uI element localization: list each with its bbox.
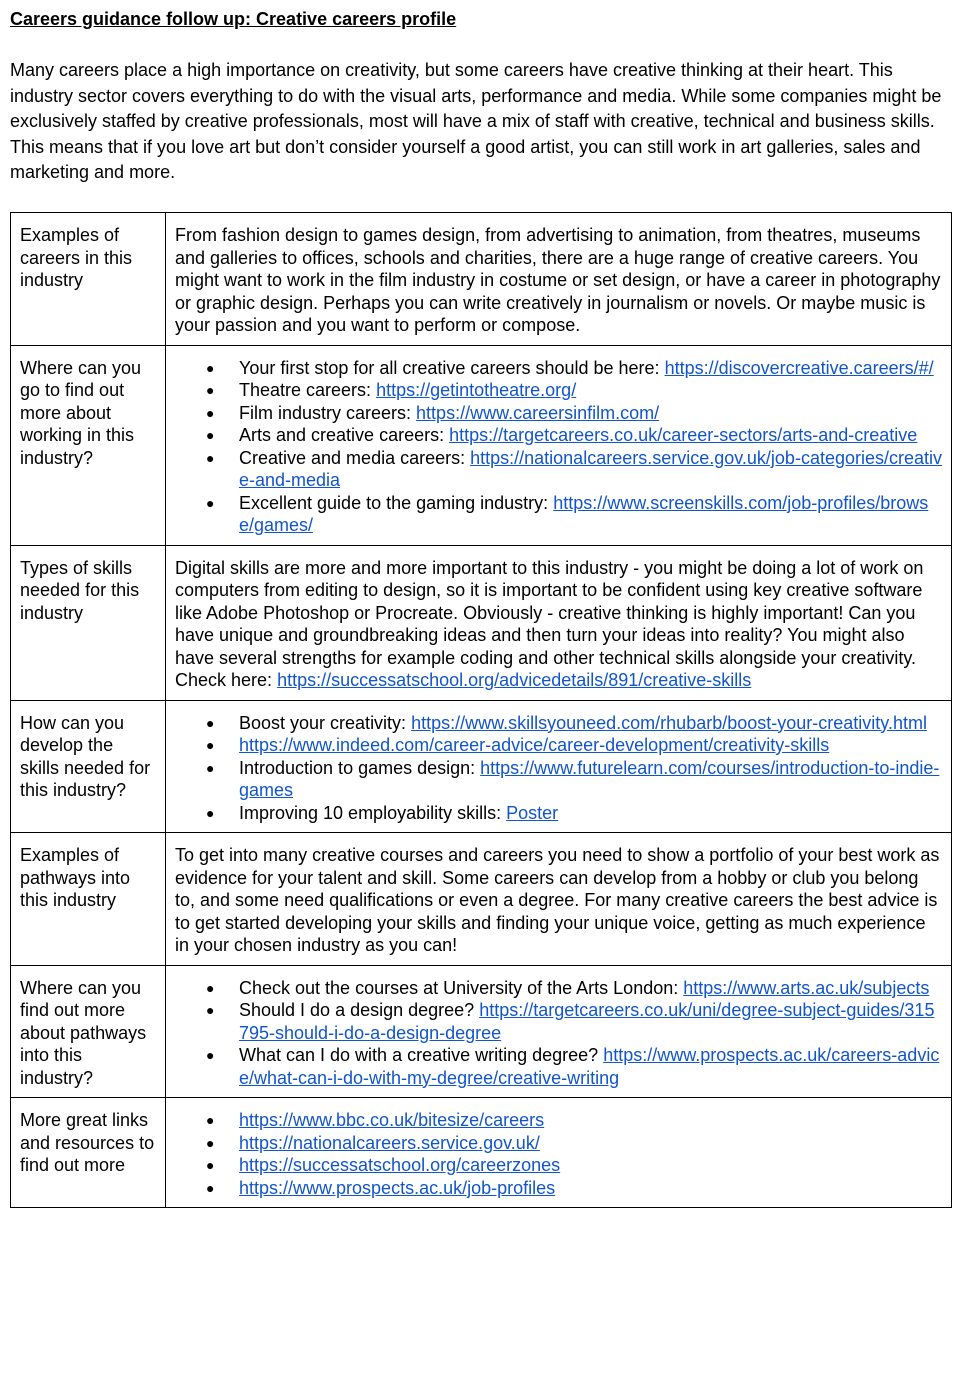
bullet-icon: ●	[206, 404, 215, 421]
bullet-icon: ●	[206, 494, 215, 511]
item-text: Check out the courses at University of the Arts London:	[239, 977, 684, 998]
link-list	[175, 712, 943, 825]
skills-link[interactable]: https://successatschool.org/advicedetails/891/creative-skills	[277, 670, 752, 690]
list-item	[175, 447, 943, 492]
list-item	[175, 734, 943, 757]
resource-link[interactable]: https://www.indeed.com/career-advice/career-development/creativity-skills	[239, 735, 830, 755]
resource-link[interactable]: https://nationalcareers.service.gov.uk/job-categories/creative-and-media	[239, 447, 943, 490]
list-item	[175, 492, 943, 537]
list-item	[175, 1044, 943, 1089]
list-item	[175, 379, 943, 402]
link-list	[175, 1109, 943, 1199]
item-text: Improving 10 employability skills:	[239, 802, 507, 823]
row-label: Examples of careers in this industry	[11, 213, 166, 346]
row-label: Types of skills needed for this industry	[11, 545, 166, 700]
item-text: Theatre careers:	[239, 380, 377, 400]
intro-paragraph: Many careers place a high importance on creativity, but some careers have creative thinking at their heart. This industry sector covers everything to do with the visual arts, performance and media. While some companies might be exclusively staffed by creative professionals, most will have a mix of staff with creative, technical and business skills. This means that if you love art but don’t consider yourself a good artist, you can still work in art galleries, sales and marketing and more.	[10, 60, 942, 183]
item-text: Creative and media careers:	[239, 447, 471, 468]
list-item	[175, 1154, 943, 1177]
list-item	[175, 802, 943, 825]
list-item	[175, 357, 943, 380]
bullet-icon: ●	[206, 737, 215, 753]
row-label: Where can you find out more about pathways into this industry?	[11, 965, 166, 1098]
bullet-icon: ●	[206, 1112, 215, 1128]
row-text: To get into many creative courses and careers you need to show a portfolio of your best work as evidence for your talent and skill. Some careers can develop from a hobby or club you belong to, and some need qualifications or even a degree. For many creative careers the best advice is to get started developing your skills and finding your unique voice, getting as much experience in your chosen industry as you can!	[166, 833, 952, 966]
resource-link[interactable]: https://www.prospects.ac.uk/careers-advice/what-can-i-do-with-my-degree/creative-writing	[239, 1045, 940, 1088]
resource-link[interactable]: https://targetcareers.co.uk/uni/degree-subject-guides/315795-should-i-do-a-design-degree	[239, 1000, 935, 1043]
row-text: Digital skills are more and more important to this industry - you might be doing a lot of work on computers from editing to design, so it is important to be confident using key creative software like Adobe Photoshop or Procreate. Obviously - creative thinking is highly important! Can you have unique and groundbreaking ideas and then turn your ideas into reality? You might also have several strengths for example coding and other technical skills alongside your creativity. Check here:	[175, 557, 924, 690]
list-item	[175, 1177, 943, 1200]
resource-link[interactable]: https://www.futurelearn.com/courses/introduction-to-indie-games	[239, 757, 940, 800]
row-examples	[11, 213, 952, 346]
item-text: Boost your creativity:	[239, 712, 412, 733]
bullet-icon: ●	[206, 359, 215, 376]
resource-link[interactable]: https://targetcareers.co.uk/career-sectors/arts-and-creative	[449, 425, 918, 445]
resource-link[interactable]: https://getintotheatre.org/	[376, 380, 577, 400]
bullet-icon: ●	[206, 1134, 215, 1151]
bullet-icon: ●	[206, 1002, 215, 1018]
row-where-more	[11, 345, 952, 545]
item-text: Introduction to games design:	[239, 757, 481, 778]
document-title: Careers guidance follow up: Creative careers profile	[10, 9, 457, 29]
bullet-icon: ●	[206, 804, 215, 821]
list-item	[175, 757, 943, 802]
resource-link[interactable]: https://www.careersinfilm.com/	[416, 402, 660, 423]
item-text: Should I do a design degree?	[239, 1000, 480, 1020]
item-text: Excellent guide to the gaming industry:	[239, 492, 554, 513]
resource-link[interactable]: https://www.skillsyouneed.com/rhubarb/boost-your-creativity.html	[411, 712, 927, 733]
resource-link[interactable]: https://www.prospects.ac.uk/job-profiles	[239, 1177, 556, 1198]
row-skills-types	[11, 545, 952, 700]
item-text: Your first stop for all creative careers should be here:	[239, 357, 665, 378]
link-list	[175, 977, 943, 1090]
list-item	[175, 1109, 943, 1132]
resource-link[interactable]: https://nationalcareers.service.gov.uk/	[239, 1132, 540, 1153]
bullet-icon: ●	[206, 427, 215, 443]
row-develop	[11, 700, 952, 833]
resource-link[interactable]: https://www.bbc.co.uk/bitesize/careers	[239, 1110, 545, 1130]
list-item	[175, 999, 943, 1044]
bullet-icon: ●	[206, 1157, 215, 1173]
row-pathways-info	[11, 965, 952, 1098]
row-more-links	[11, 1098, 952, 1208]
bullet-icon: ●	[206, 759, 215, 776]
resource-link[interactable]: Poster	[506, 802, 559, 823]
resource-link[interactable]: https://successatschool.org/careerzones	[239, 1155, 561, 1175]
resource-link[interactable]: https://www.screenskills.com/job-profiles/browse/games/	[239, 492, 929, 535]
resource-link[interactable]: https://www.arts.ac.uk/subjects	[683, 977, 930, 998]
bullet-icon: ●	[206, 714, 215, 731]
bullet-icon: ●	[206, 979, 215, 996]
item-text: Arts and creative careers:	[239, 425, 450, 445]
bullet-icon: ●	[206, 1047, 215, 1063]
row-label: Where can you go to find out more about working in this industry?	[11, 345, 166, 545]
list-item	[175, 424, 943, 447]
link-list	[175, 357, 943, 537]
bullet-icon: ●	[206, 1179, 215, 1196]
list-item	[175, 402, 943, 425]
row-pathways	[11, 833, 952, 966]
careers-profile-table	[10, 212, 952, 1208]
resource-link[interactable]: https://discovercreative.careers/#/	[664, 357, 934, 378]
item-text: Film industry careers:	[239, 402, 417, 423]
list-item	[175, 977, 943, 1000]
list-item	[175, 1132, 943, 1155]
row-text: From fashion design to games design, from advertising to animation, from theatres, museums and galleries to offices, schools and charities, there are a huge range of creative careers. You might want to work in the film industry in costume or set design, or have a career in photography or graphic design. Perhaps you can write creatively in journalism or novels. Or maybe music is your passion and you want to perform or compose.	[166, 213, 952, 346]
row-label: Examples of pathways into this industry	[11, 833, 166, 966]
list-item	[175, 712, 943, 735]
bullet-icon: ●	[206, 382, 215, 398]
row-label: More great links and resources to find out more	[11, 1098, 166, 1208]
bullet-icon: ●	[206, 449, 215, 466]
row-label: How can you develop the skills needed for this industry?	[11, 700, 166, 833]
item-text: What can I do with a creative writing degree?	[239, 1045, 604, 1065]
